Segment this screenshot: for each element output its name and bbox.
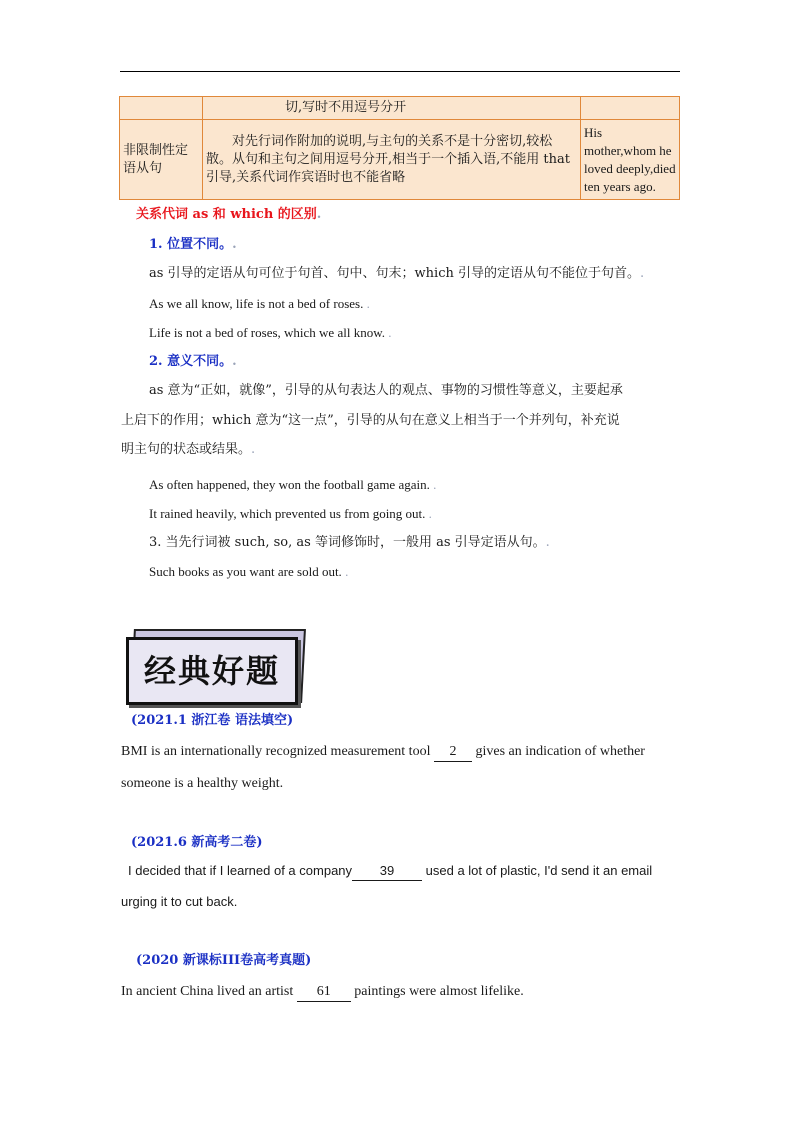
question-1-before: BMI is an internationally recognized measurement tool xyxy=(121,744,434,759)
classic-questions-banner xyxy=(122,625,302,705)
example-4-text: It rained heavily, which prevented us from going out. xyxy=(149,506,426,521)
header-rule xyxy=(120,71,680,72)
table-cell-type: 非限制性定语从句 xyxy=(120,120,203,200)
banner-front-panel xyxy=(126,637,298,705)
point2-line3: 明主句的状态或结果。. xyxy=(121,442,256,457)
question-3-blank: 61 xyxy=(297,983,351,1002)
question-2-after: used a lot of plastic, I'd send it an email xyxy=(422,863,653,878)
example-3: As often happened, they won the football game again. . xyxy=(149,477,437,492)
question-1-line1 xyxy=(121,743,645,762)
question-2-blank: 39 xyxy=(352,862,422,881)
table-cell: 切,写时不用逗号分开 xyxy=(203,97,581,120)
question-1-after: gives an indication of whether xyxy=(471,744,645,759)
point1-text-body: as 引导的定语从句可位于句首、句中、句末；which 引导的定语从句不能位于句首。 xyxy=(149,266,640,281)
example-2: Life is not a bed of roses, which we all know. . xyxy=(149,325,392,340)
point3-text-body: 3. 当先行词被 such, so, as 等词修饰时，一般用 as 引导定语从句。 xyxy=(149,535,546,550)
example-4: It rained heavily, which prevented us from going out. . xyxy=(149,506,432,521)
question-1-line2: someone is a healthy weight. xyxy=(121,776,284,791)
table-row xyxy=(120,120,680,200)
point2-line1: as 意为“正如，就像”，引导的从句表达人的观点、事物的习惯性等意义，主要起承 xyxy=(149,383,623,398)
question-2-before: I decided that if I learned of a company xyxy=(128,863,353,878)
section-heading: 关系代词 as 和 which 的区别. xyxy=(136,207,322,222)
question-3-line1 xyxy=(121,983,524,1002)
table-cell-description: 对先行词作附加的说明,与主句的关系不是十分密切,较松散。从句和主句之间用逗号分开,相当于一个插入语,不能用 that 引导,关系代词作宾语时也不能省略 xyxy=(203,120,581,200)
point2-line3-text: 明主句的状态或结果。 xyxy=(121,442,252,457)
example-5-text: Such books as you want are sold out. xyxy=(149,564,342,579)
example-2-text: Life is not a bed of roses, which we all know. xyxy=(149,325,385,340)
point1-title-text: 1. 位置不同。 xyxy=(149,237,233,252)
point1-text: as 引导的定语从句可位于句首、句中、句末；which 引导的定语从句不能位于句首。. xyxy=(149,266,645,281)
example-5: Such books as you want are sold out. . xyxy=(149,564,349,579)
example-3-text: As often happened, they won the football game again. xyxy=(149,477,430,492)
point2-title: 2. 意义不同。. xyxy=(149,354,237,369)
comparison-table xyxy=(119,96,680,200)
question-3-after: paintings were almost lifelike. xyxy=(350,984,524,999)
section-heading-text: 关系代词 as 和 which 的区别 xyxy=(136,207,317,222)
question-3-before: In ancient China lived an artist xyxy=(121,984,297,999)
point1-title: 1. 位置不同。. xyxy=(149,237,237,252)
point3-text: 3. 当先行词被 such, so, as 等词修饰时，一般用 as 引导定语从句。. xyxy=(149,535,550,550)
example-1: As we all know, life is not a bed of roses. . xyxy=(149,296,370,311)
question-2-line2: urging it to cut back. xyxy=(121,894,238,909)
table-cell-example: His mother,whom he loved deeply,died ten years ago. xyxy=(581,120,680,200)
point2-line2: 上启下的作用；which 意为“这一点”，引导的从句在意义上相当于一个并列句，补充说 xyxy=(121,413,620,428)
table-cell xyxy=(120,97,203,120)
question-1-source: (2021.1 浙江卷 语法填空) xyxy=(131,713,294,728)
table-cell xyxy=(581,97,680,120)
question-1-blank: 2 xyxy=(434,743,472,762)
question-2-source: (2021.6 新高考二卷) xyxy=(131,835,263,850)
point2-title-text: 2. 意义不同。 xyxy=(149,354,233,369)
banner-title: 经典好题 xyxy=(143,652,280,690)
question-3-source: (2020 新课标III卷高考真题) xyxy=(136,953,312,968)
question-2-line1 xyxy=(128,862,652,881)
table-row xyxy=(120,97,680,120)
example-1-text: As we all know, life is not a bed of roses. xyxy=(149,296,364,311)
